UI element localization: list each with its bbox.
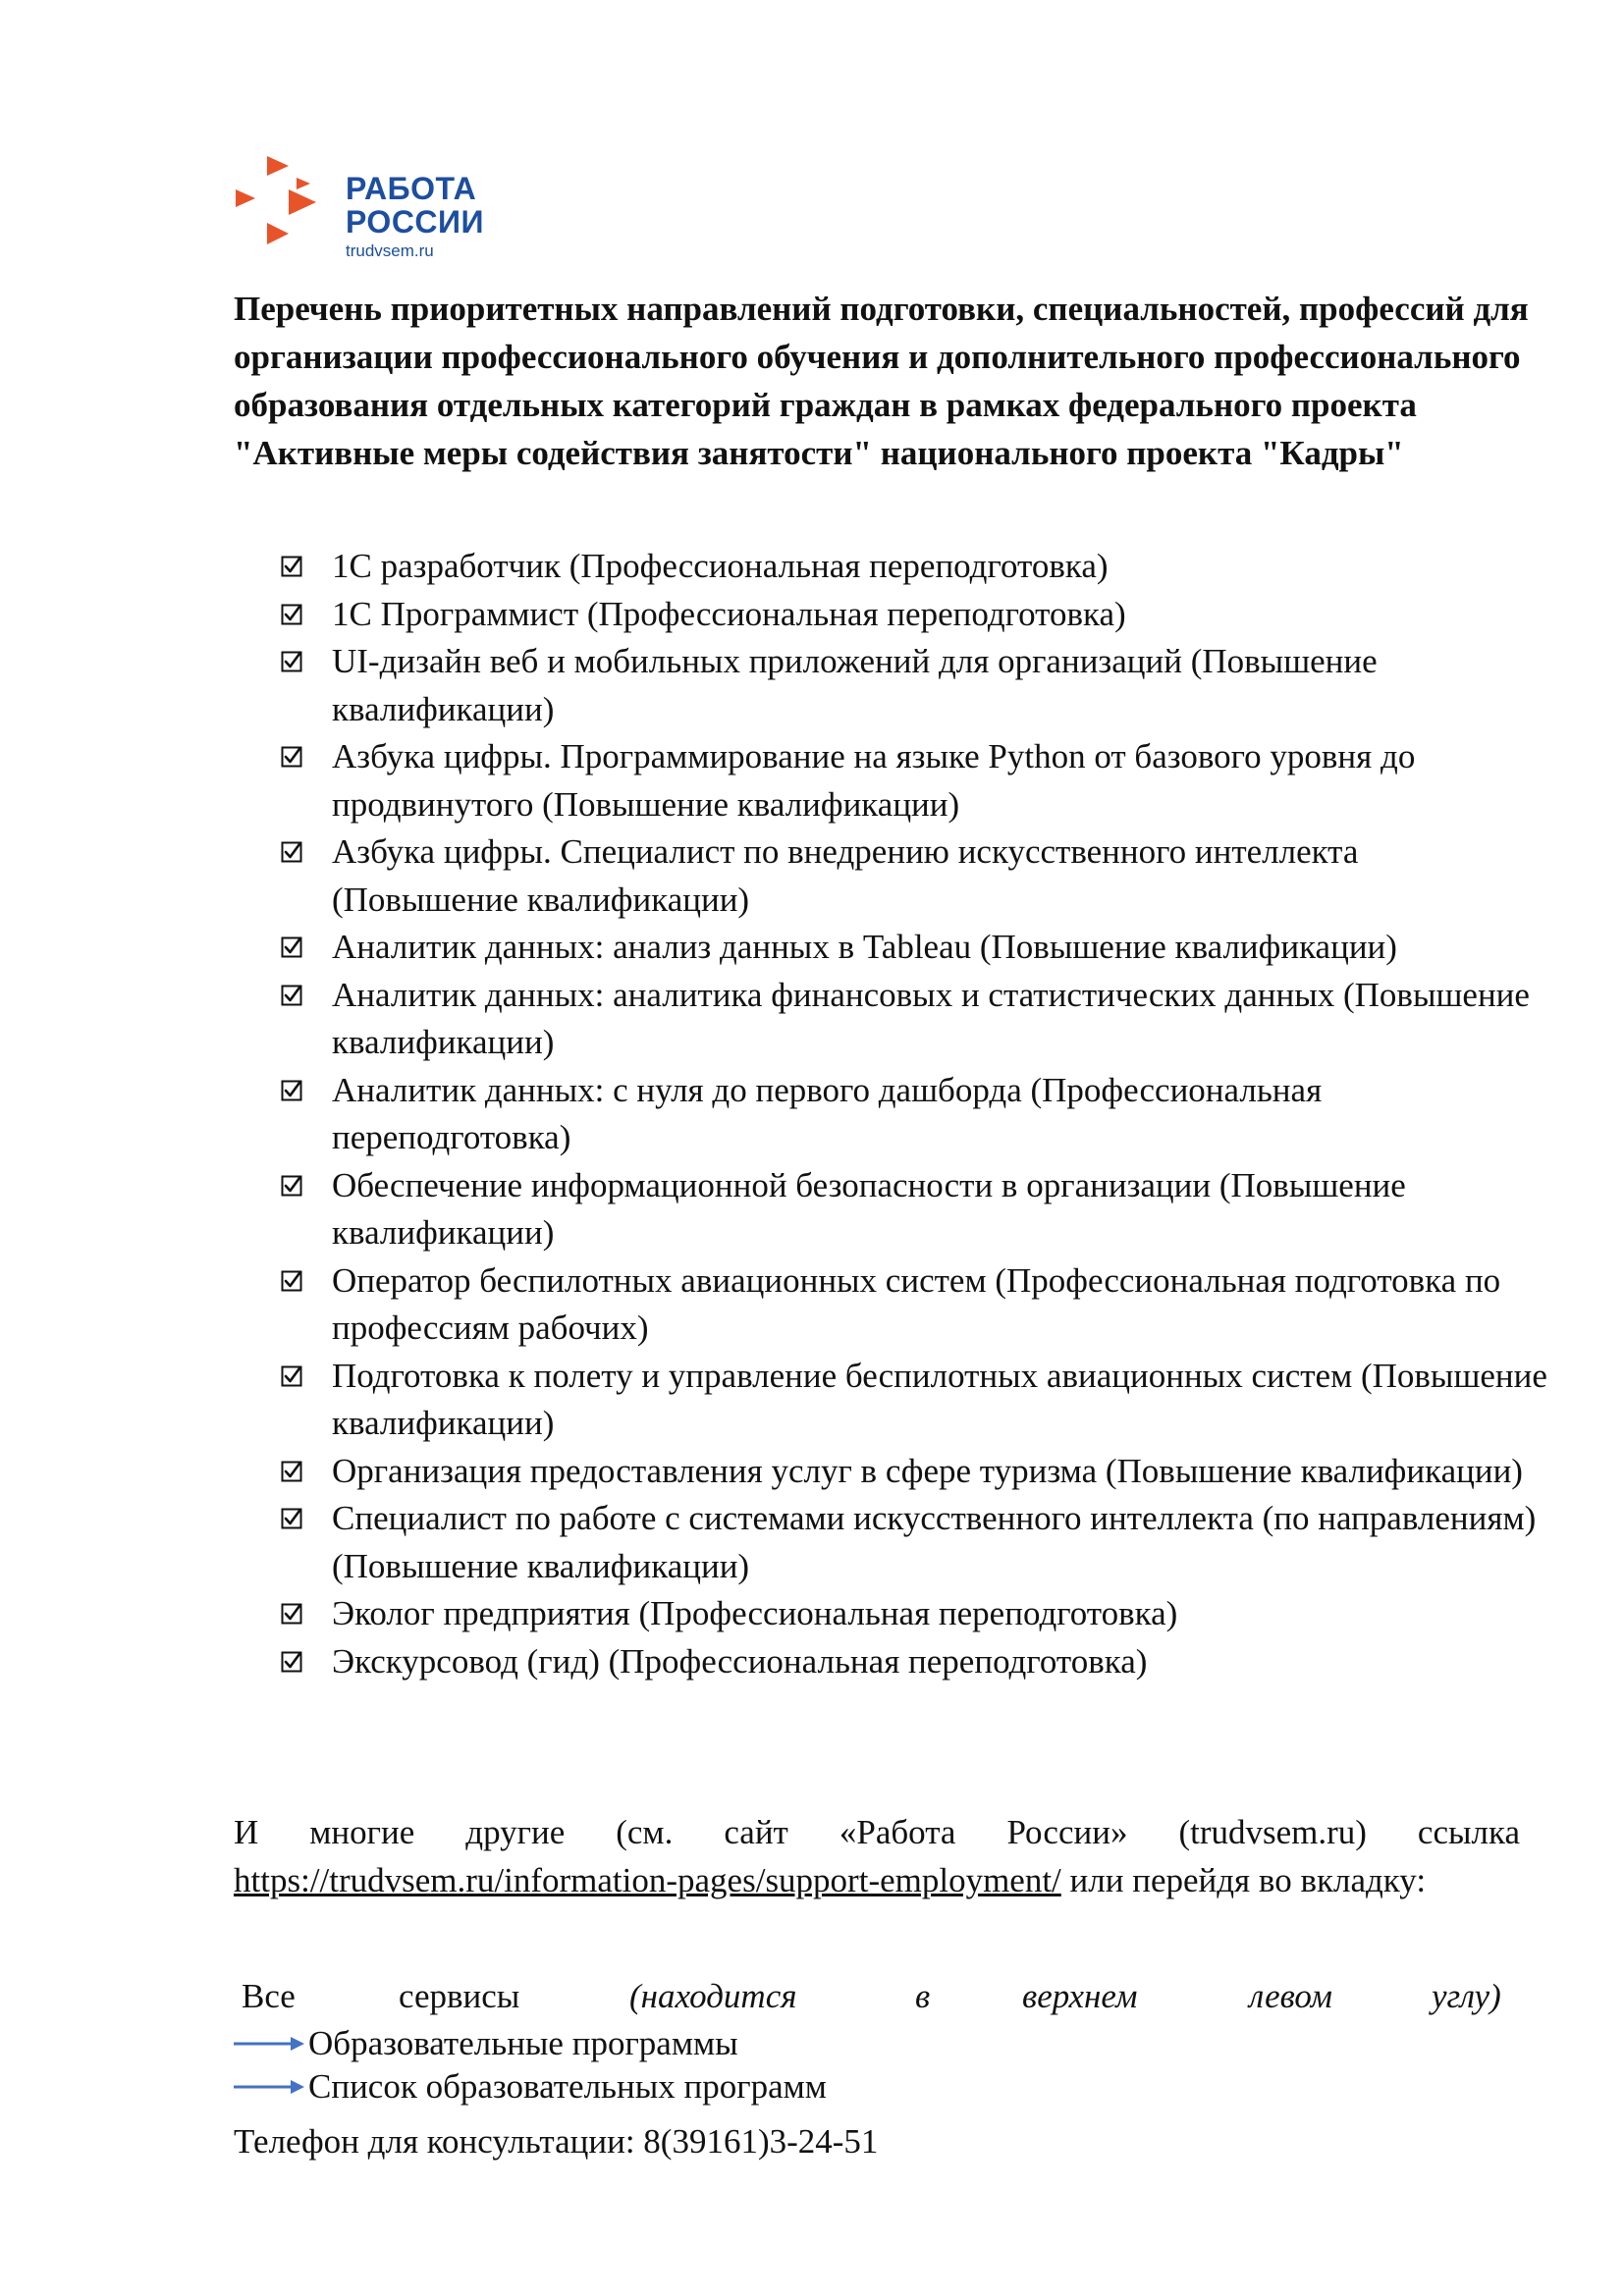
list-item-label: Обеспечение информационной безопасности в организации (Повышение квалификации) [332, 1165, 1406, 1252]
logo-line-1: РАБОТА [346, 171, 477, 206]
list-item [281, 1067, 1547, 1162]
list-item [281, 543, 1547, 591]
list-item [281, 1162, 1547, 1257]
services-word-6: левом [1249, 1977, 1332, 2015]
list-item [281, 1638, 1547, 1686]
consultation-phone: Телефон для консультации: 8(39161)3-24-51 [234, 2122, 879, 2161]
list-item-label: 1С разработчик (Профессиональная переподготовка) [332, 547, 1109, 585]
list-item [281, 1353, 1547, 1448]
document-title: Перечень приоритетных направлений подготовки, специальностей, профессий для организации профессионального обучения и дополнительного профессионального образования отдельных категорий граждан в рамках федерального проекта "Активные меры содействия занятости" национального проекта "Кадры" [234, 290, 1529, 472]
list-item [281, 1590, 1547, 1638]
list-item [281, 1448, 1547, 1496]
services-word-7: углу) [1432, 1977, 1501, 2015]
checkbox-icon [281, 1508, 302, 1529]
services-word-4: в [915, 1977, 931, 2015]
services-word-3: (находится [629, 1977, 797, 2015]
checkbox-icon [281, 841, 302, 863]
checkbox-icon [281, 1461, 302, 1482]
list-item-label: Экскурсовод (гид) (Профессиональная переподготовка) [332, 1641, 1148, 1681]
list-item [281, 591, 1547, 639]
list-item [281, 828, 1547, 924]
list-item [281, 1257, 1547, 1353]
services-word-2: сервисы [399, 1977, 520, 2015]
footer-intro: И многие другие (см. сайт «Работа России» (trudvsem.ru) ссылка [234, 1813, 1520, 1851]
list-item-label: Организация предоставления услуг в сфере туризма (Повышение квалификации) [332, 1451, 1523, 1490]
checkbox-icon [281, 1080, 302, 1101]
list-item-label: Специалист по работе с системами искусственного интеллекта (по направлениям) (Повышение квалификации) [332, 1499, 1537, 1585]
checkbox-icon [281, 936, 302, 958]
logo-text [346, 172, 484, 262]
logo-arrows-icon [232, 152, 340, 265]
logo-line-2: РОССИИ [346, 204, 485, 240]
list-item [281, 924, 1547, 972]
checkbox-icon [281, 985, 302, 1006]
checkbox-icon [281, 604, 302, 625]
checkbox-icon [281, 1175, 302, 1197]
footer-after-link: или перейдя во вкладку: [1069, 1860, 1427, 1899]
list-item-label: Эколог предприятия (Профессиональная переподготовка) [332, 1594, 1178, 1632]
list-item-label: Аналитик данных: аналитика финансовых и статистических данных (Повышение квалификации) [332, 975, 1530, 1061]
arrow-right-icon [234, 2034, 304, 2054]
support-employment-link[interactable]: https://trudvsem.ru/information-pages/support-employment/ [234, 1860, 1061, 1899]
nav-program-list: Список образовательных программ [308, 2067, 827, 2106]
footer-paragraph [234, 1809, 1520, 1904]
checkbox-icon [281, 556, 302, 577]
checkbox-icon [281, 651, 302, 672]
logo-url: trudvsem.ru [346, 241, 434, 260]
list-item-label: Подготовка к полету и управление беспилотных авиационных систем (Повышение квалификации) [332, 1356, 1547, 1442]
footer-text [234, 1809, 1520, 1904]
services-word-5: верхнем [1022, 1977, 1138, 2015]
nav-educational-programs: Образовательные программы [308, 2024, 738, 2062]
checkbox-icon [281, 1603, 302, 1625]
list-item [281, 972, 1547, 1067]
checkbox-icon [281, 746, 302, 768]
list-item-label: Оператор беспилотных авиационных систем (Профессиональная подготовка по профессиям рабочих) [332, 1260, 1501, 1347]
list-item-label: UI-дизайн веб и мобильных приложений для организаций (Повышение квалификации) [332, 642, 1378, 728]
list-item-label: Аналитик данных: с нуля до первого дашборда (Профессиональная переподготовка) [332, 1070, 1323, 1156]
list-item-label: 1С Программист (Профессиональная переподготовка) [332, 594, 1126, 633]
program-list [281, 543, 1547, 1685]
checkbox-icon [281, 1270, 302, 1292]
list-item-label: Аналитик данных: анализ данных в Tableau (Повышение квалификации) [332, 928, 1397, 966]
services-word-1: Все [242, 1977, 296, 2015]
services-line [242, 1973, 1520, 2020]
logo [232, 152, 516, 265]
checkbox-icon [281, 1365, 302, 1387]
arrow-right-icon [234, 2077, 304, 2097]
checkbox-icon [281, 1651, 302, 1673]
list-item [281, 1495, 1547, 1590]
list-item-label: Азбука цифры. Специалист по внедрению искусственного интеллекта (Повышение квалификации) [332, 832, 1359, 919]
list-item [281, 733, 1547, 828]
list-item-label: Азбука цифры. Программирование на языке Python от базового уровня до продвинутого (Повышение квалификации) [332, 737, 1416, 824]
list-item [281, 638, 1547, 733]
